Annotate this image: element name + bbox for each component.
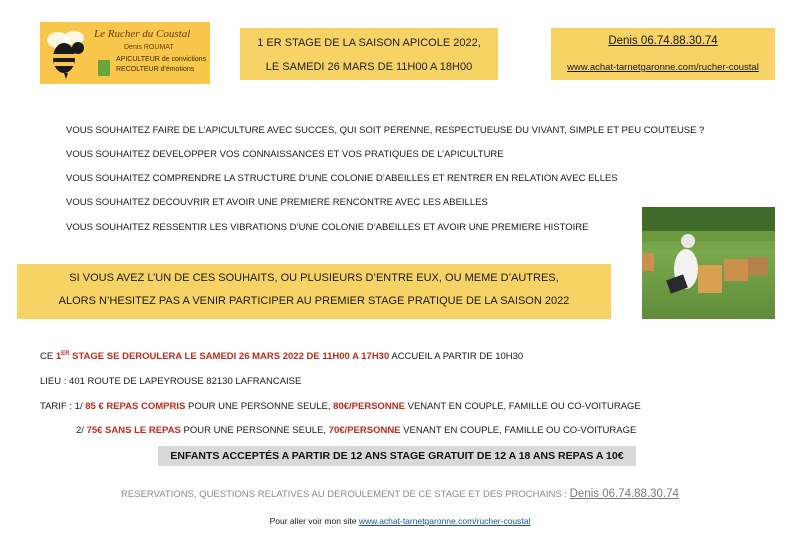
website-line <box>0 516 800 526</box>
tarif2-mid: POUR UNE PERSONNE SEULE, <box>180 425 329 436</box>
question-3: VOUS SOUHAITEZ COMPRENDRE LA STRUCTURE D’UNE COLONIE D’ABEILLES ET RENTRER EN RELATION AVEC ELLES <box>66 173 618 184</box>
date-prefix: CE <box>40 351 56 363</box>
tarif-line-1 <box>40 401 641 412</box>
question-5: VOUS SOUHAITEZ RESSENTIR LES VIBRATIONS D’UNE COLONIE D’ABEILLES ET AVOIR UNE PREMIERE HISTOIRE <box>66 222 589 233</box>
logo-owner: Denis ROUMAT <box>124 44 174 51</box>
reservation-phone-link[interactable]: Denis 06.74.88.30.74 <box>569 488 679 500</box>
beekeeper-photo <box>642 207 775 319</box>
bee-icon <box>44 26 88 80</box>
date-rest: ACCUEIL A PARTIR DE 10H30 <box>389 351 524 363</box>
beekeeper-illustration <box>642 207 775 319</box>
banner-line1: SI VOUS AVEZ L’UN DE CES SOUHAITS, OU PLUSIEURS D’ENTRE EUX, OU MEME D’AUTRES, <box>69 272 559 284</box>
date-highlight: STAGE SE DEROULERA LE SAMEDI 26 MARS 2022 DE 11H00 A 17H30 <box>69 351 390 363</box>
tarif2-prefix: 2/ <box>76 425 87 436</box>
logo-line2: RECOLTEUR d'émotions <box>116 66 195 73</box>
reservation-text: RESERVATIONS, QUESTIONS RELATIVES AU DEROULEMENT DE CE STAGE ET DES PROCHAINS : <box>121 489 570 500</box>
logo <box>40 22 210 84</box>
location-line: LIEU : 401 ROUTE DE LAPEYROUSE 82130 LAFRANCAISE <box>40 376 302 387</box>
question-1: VOUS SOUHAITEZ FAIRE DE L’APICULTURE AVEC SUCCES, QUI SOIT PERENNE, RESPECTUEUSE DU VIVANT, SIMPLE ET PEU COUTEUSE ? <box>66 125 705 136</box>
tarif-line-2 <box>76 425 636 436</box>
date-number: 1 <box>55 351 62 363</box>
tarif1-prefix: TARIF : 1/ <box>40 401 86 412</box>
question-4: VOUS SOUHAITEZ DECOUVRIR ET AVOIR UNE PREMIERE RENCONTRE AVEC LES ABEILLES <box>66 197 488 208</box>
contact-phone-link[interactable]: Denis 06.74.88.30.74 <box>608 35 718 47</box>
date-sup: ER <box>61 351 70 357</box>
title-line2: LE SAMEDI 26 MARS DE 11H00 A 18H00 <box>265 61 473 73</box>
organic-label-icon <box>98 60 110 76</box>
banner-line2: ALORS N’HESITEZ PAS A VENIR PARTICIPER AU PREMIER STAGE PRATIQUE DE LA SAISON 2022 <box>58 295 570 307</box>
header-title-box <box>240 28 498 80</box>
logo-name: Le Rucher du Coustal <box>94 28 191 40</box>
tarif1-end: VENANT EN COUPLE, FAMILLE OU CO-VOITURAGE <box>404 401 641 412</box>
logo-line1: APICULTEUR de convictions <box>116 56 207 63</box>
tarif1-mid: POUR UNE PERSONNE SEULE, <box>185 401 334 412</box>
kids-info-banner: ENFANTS ACCEPTÉS A PARTIR DE 12 ANS STAGE GRATUIT DE 12 A 18 ANS REPAS A 10€ <box>158 446 636 466</box>
tarif2-end: VENANT EN COUPLE, FAMILLE OU CO-VOITURAGE <box>400 425 637 436</box>
reservation-line <box>0 488 800 500</box>
site-prefix: Pour aller voir mon site <box>269 516 359 526</box>
tarif2-price2: 70€/PERSONNE <box>328 425 401 436</box>
tarif1-price2: 80€/PERSONNE <box>333 401 405 412</box>
title-line1: 1 ER STAGE DE LA SAISON APICOLE 2022, <box>257 37 481 49</box>
question-2: VOUS SOUHAITEZ DEVELOPPER VOS CONNAISSANCES ET VOS PRATIQUES DE L’APICULTURE <box>66 149 504 160</box>
contact-website-link[interactable]: www.achat-tarnetgaronne.com/rucher-coustal <box>567 62 759 73</box>
call-to-action-banner <box>17 264 611 319</box>
tarif1-price1: 85 € REPAS COMPRIS <box>85 401 186 412</box>
tarif2-price1: 75€ SANS LE REPAS <box>86 425 181 436</box>
stage-date-line <box>40 351 523 362</box>
footer-website-link[interactable]: www.achat-tarnetgaronne.com/rucher-coustal <box>358 516 531 526</box>
contact-box <box>551 28 775 80</box>
